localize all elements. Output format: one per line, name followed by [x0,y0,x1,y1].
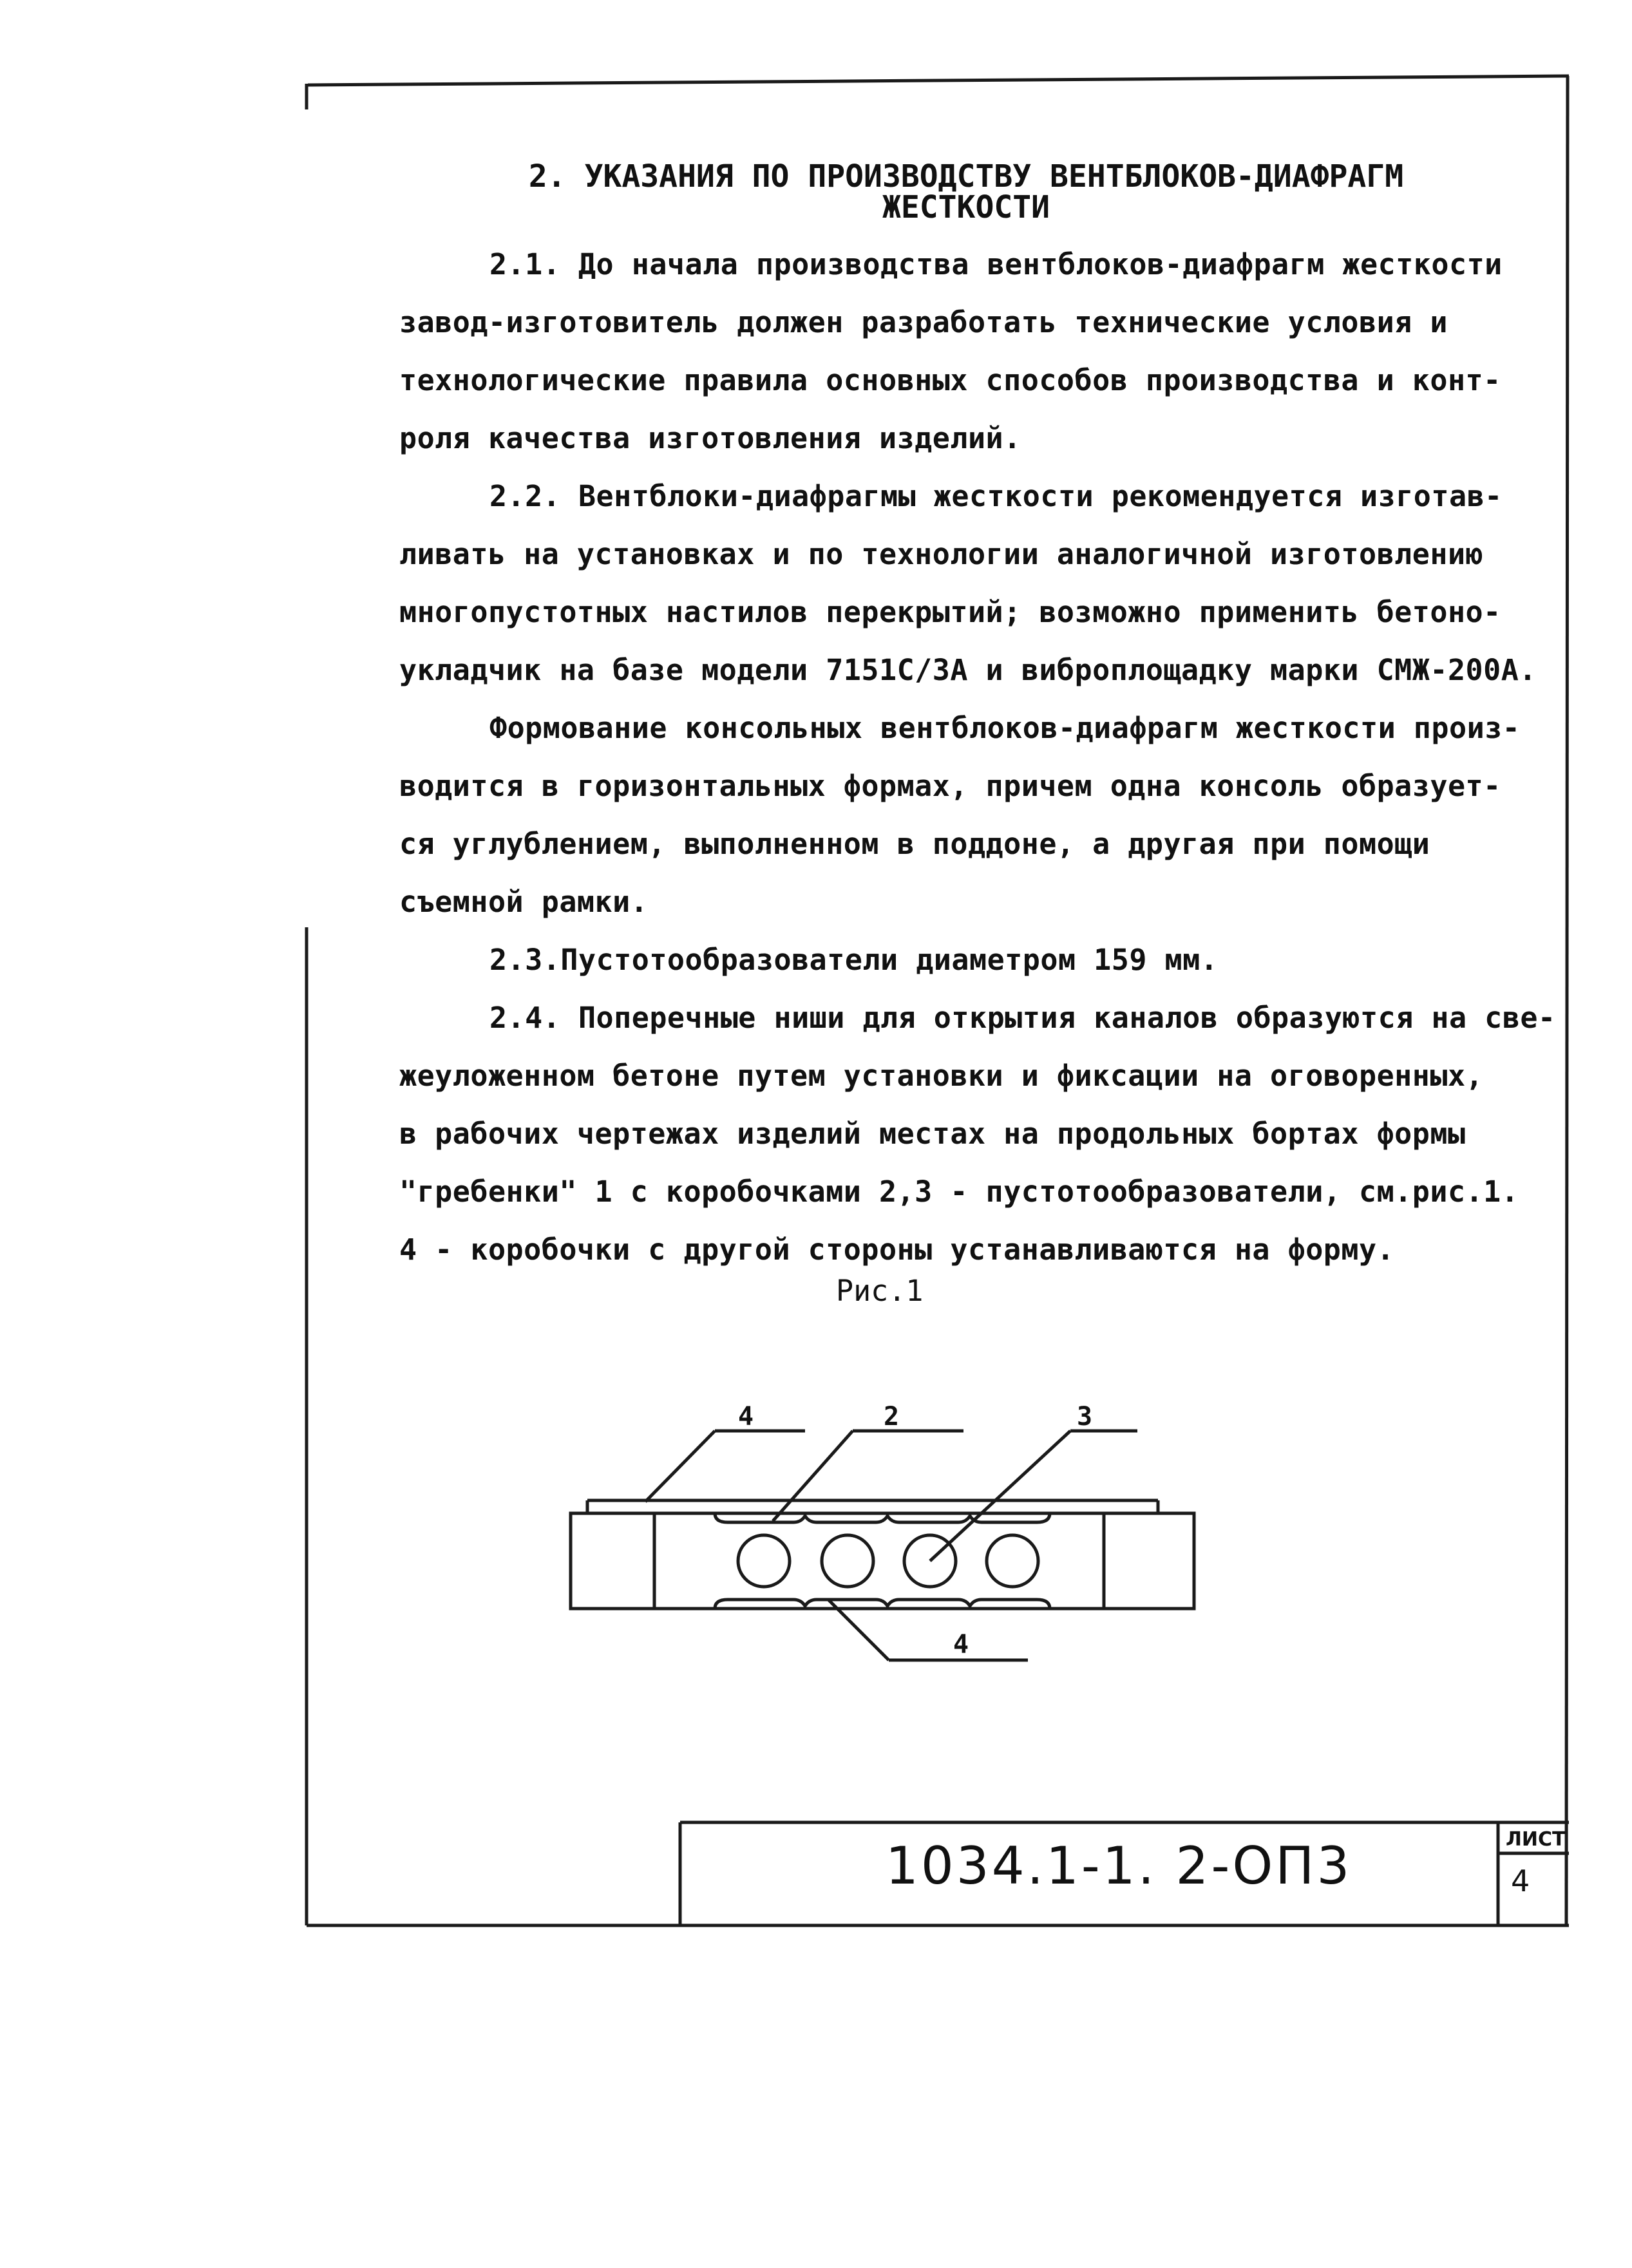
figure-label: 4 [738,1402,754,1432]
text-line: 2.4. Поперечные ниши для открытия каналов образуются на све- [489,1001,1556,1035]
text-line: многопустотных настилов перекрытий; возможно применить бетоно- [399,595,1501,629]
text-line: съемной рамки. [399,885,649,919]
section-title-continued: ЖЕСТКОСТИ [882,189,1050,225]
section-title: 2. УКАЗАНИЯ ПО ПРОИЗВОДСТВУ ВЕНТБЛОКОВ-ДИАФРАГМ [528,158,1404,194]
text-line: 4 - коробочки с другой стороны устанавливаются на форму. [399,1233,1395,1267]
sheet-label: ЛИСТ [1506,1828,1566,1851]
text-line: роля качества изготовления изделий. [399,421,1021,455]
text-line: водится в горизонтальных формах, причем одна консоль образует- [399,769,1501,803]
text-line: укладчик на базе модели 7151С/3А и виброплощадку марки СМЖ-200А. [399,653,1537,687]
document-code: 1034.1-1. 2-ОП3 [886,1836,1352,1896]
text-line: ливать на установках и по технологии аналогичной изготовлению [399,537,1484,571]
figure-label: 4 [953,1630,969,1659]
text-line: "гребенки" 1 с коробочками 2,3 - пустотообразователи, см.рис.1. [399,1175,1519,1209]
sheet-number: 4 [1511,1864,1530,1898]
figure-label: 3 [1077,1402,1093,1432]
text-line: Формование консольных вентблоков-диафрагм жесткости произ- [489,711,1521,745]
figure-label: 2 [884,1402,900,1432]
text-line: 2.3.Пустотообразователи диаметром 159 мм. [489,943,1219,977]
text-line: в рабочих чертежах изделий местах на продольных бортах формы [399,1117,1466,1151]
text-line: технологические правила основных способов производства и конт- [399,363,1501,397]
text-line: ся углублением, выполненном в поддоне, а другая при помощи [399,827,1430,861]
text-line: 2.2. Вентблоки-диафрагмы жесткости рекомендуется изготав- [489,479,1503,513]
text-line: жеуложенном бетоне путем установки и фиксации на оговоренных, [399,1059,1484,1093]
text-line: завод-изготовитель должен разработать технические условия и [399,305,1448,339]
text-line: 2.1. До начала производства вентблоков-диафрагм жесткости [489,247,1503,281]
figure-caption: Рис.1 [836,1274,924,1308]
